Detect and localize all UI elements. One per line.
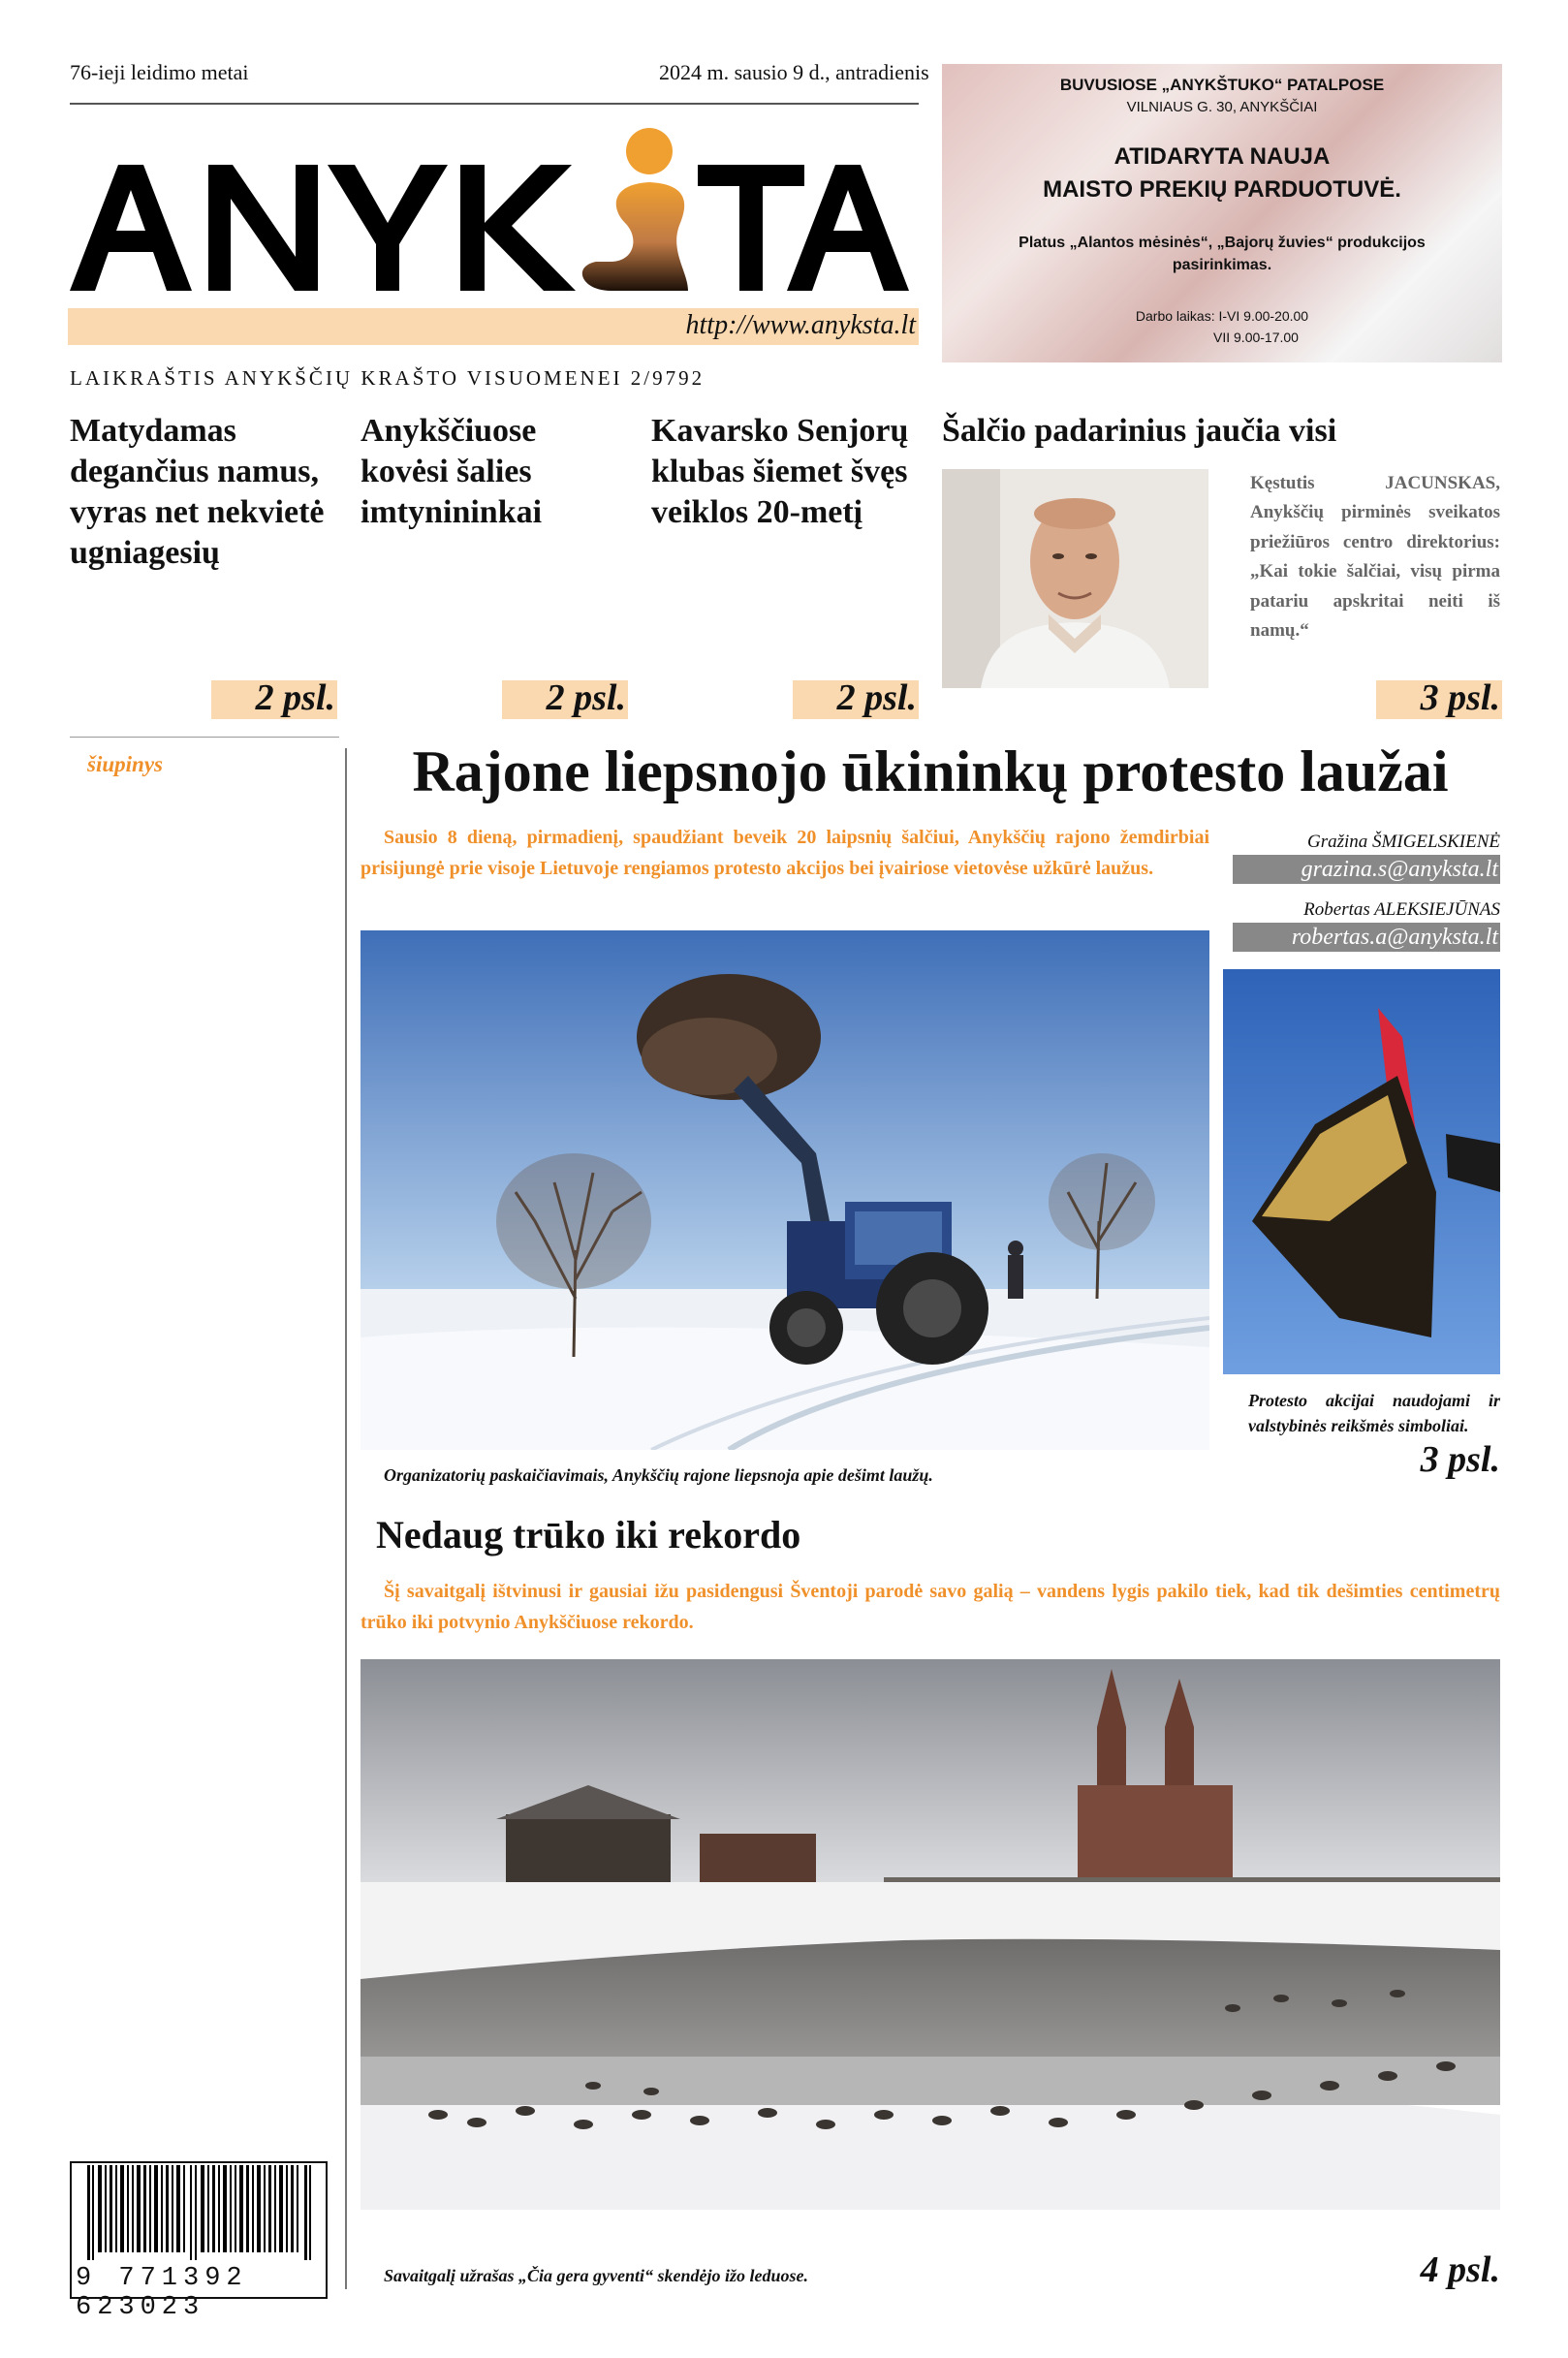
edition-year: 76-ieji leidimo metai xyxy=(70,60,249,84)
side-photo-caption: Protesto akcijai naudojami ir valstybinės reikšmės simboliai. xyxy=(1248,1391,1500,1436)
logo-graphic xyxy=(68,126,921,300)
masthead-logo[interactable] xyxy=(68,126,921,300)
bucket-flag-photo xyxy=(1223,969,1500,1374)
feature-page[interactable]: 3 psl. xyxy=(1420,677,1500,718)
top-rule xyxy=(70,103,919,105)
second-lead: Šį savaitgalį ištvinusi ir gausiai ižu pasidengusi Šventoji parodė savo galią – vandens lygis pakilo tiek, kad tik dešimties centimetrų trūko iki potvynio Anykščiuose rekordo. xyxy=(361,1581,1500,1634)
second-story-page[interactable]: 4 psl. xyxy=(1420,2249,1500,2290)
issue-date: 2024 m. sausio 9 d., antradienis xyxy=(659,60,929,84)
ad-headline1: ATIDARYTA NAUJA xyxy=(1113,143,1331,170)
feature-title[interactable]: Šalčio padarinius jaučia visi xyxy=(942,413,1337,449)
teaser-2-page[interactable]: 2 psl. xyxy=(546,677,626,718)
advertisement[interactable] xyxy=(942,64,1502,362)
teaser-1-page[interactable]: 2 psl. xyxy=(255,677,335,718)
barcode-number: 9 771392 623023 xyxy=(76,2264,248,2322)
main-lead: Sausio 8 dieną, pirmadienį, spaudžiant beveik 20 laipsnių šalčiui, Anykščių rajono žemdirbiai prisijungė prie visoje Lietuvoje rengiamos protesto akcijos bei įvairiose vietovėse užkūrė laužus. xyxy=(361,827,1209,880)
ad-hours1: Darbo laikas: I-VI 9.00-20.00 xyxy=(1135,308,1309,324)
portrait-photo xyxy=(942,469,1208,688)
ad-headline2: MAISTO PREKIŲ PARDUOTUVĖ. xyxy=(1043,176,1401,203)
main-story-page[interactable]: 3 psl. xyxy=(1420,1439,1500,1480)
column-divider xyxy=(345,748,347,2289)
teaser-2-title[interactable]: Anykščiuose kovėsi šalies imtynininkai xyxy=(361,413,543,531)
section-label-siupinys: šiupinys xyxy=(87,752,163,776)
tractor-photo xyxy=(361,930,1209,1450)
river-photo xyxy=(361,1659,1500,2210)
main-headline[interactable]: Rajone liepsnojo ūkininkų protesto laužai xyxy=(412,739,1449,803)
author-2: Robertas ALEKSIEJŪNAS xyxy=(1303,899,1500,920)
ad-line2: VILNIAUS G. 30, ANYKŠČIAI xyxy=(1126,99,1318,115)
author-1: Gražina ŠMIGELSKIENĖ xyxy=(1307,832,1500,852)
ad-desc2: pasirinkimas. xyxy=(1172,257,1272,273)
paper-tagline: LAIKRAŠTIS ANYKŠČIŲ KRAŠTO VISUOMENEI 2/9792 xyxy=(70,366,706,390)
section-rule xyxy=(70,737,339,738)
barcode xyxy=(70,2161,328,2322)
ad-hours2: VII 9.00-17.00 xyxy=(1213,330,1299,345)
teaser-3-title[interactable]: Kavarsko Senjorų klubas šiemet švęs veiklos 20-metį xyxy=(651,413,909,531)
feature-text: Kęstutis JACUNSKAS, Anykščių pirminės sveikatos priežiūros centro direktorius: „Kai tokie šalčiai, visų pirma patariu apskritai neiti iš namų.“ xyxy=(1250,473,1500,641)
teaser-3-page[interactable]: 2 psl. xyxy=(836,677,917,718)
ad-line1: BUVUSIOSE „ANYKŠTUKO“ PATALPOSE xyxy=(1059,76,1385,94)
email-1[interactable]: grazina.s@anyksta.lt xyxy=(1233,855,1500,884)
email-2[interactable]: robertas.a@anyksta.lt xyxy=(1233,923,1500,952)
website-link[interactable]: http://www.anyksta.lt xyxy=(685,310,916,340)
ad-desc1: Platus „Alantos mėsinės“, „Bajorų žuvies“ produkcijos xyxy=(1019,235,1426,251)
main-photo-caption: Organizatorių paskaičiavimais, Anykščių rajone liepsnoja apie dešimt laužų. xyxy=(384,1465,933,1485)
second-headline[interactable]: Nedaug trūko iki rekordo xyxy=(376,1513,801,1556)
second-photo-caption: Savaitgalį užrašas „Čia gera gyventi“ skendėjo ižo leduose. xyxy=(384,2266,809,2285)
barcode-bars xyxy=(74,2165,328,2260)
teaser-1-title[interactable]: Matydamas degančius namus, vyras net nekvietė ugniagesių xyxy=(70,413,325,572)
